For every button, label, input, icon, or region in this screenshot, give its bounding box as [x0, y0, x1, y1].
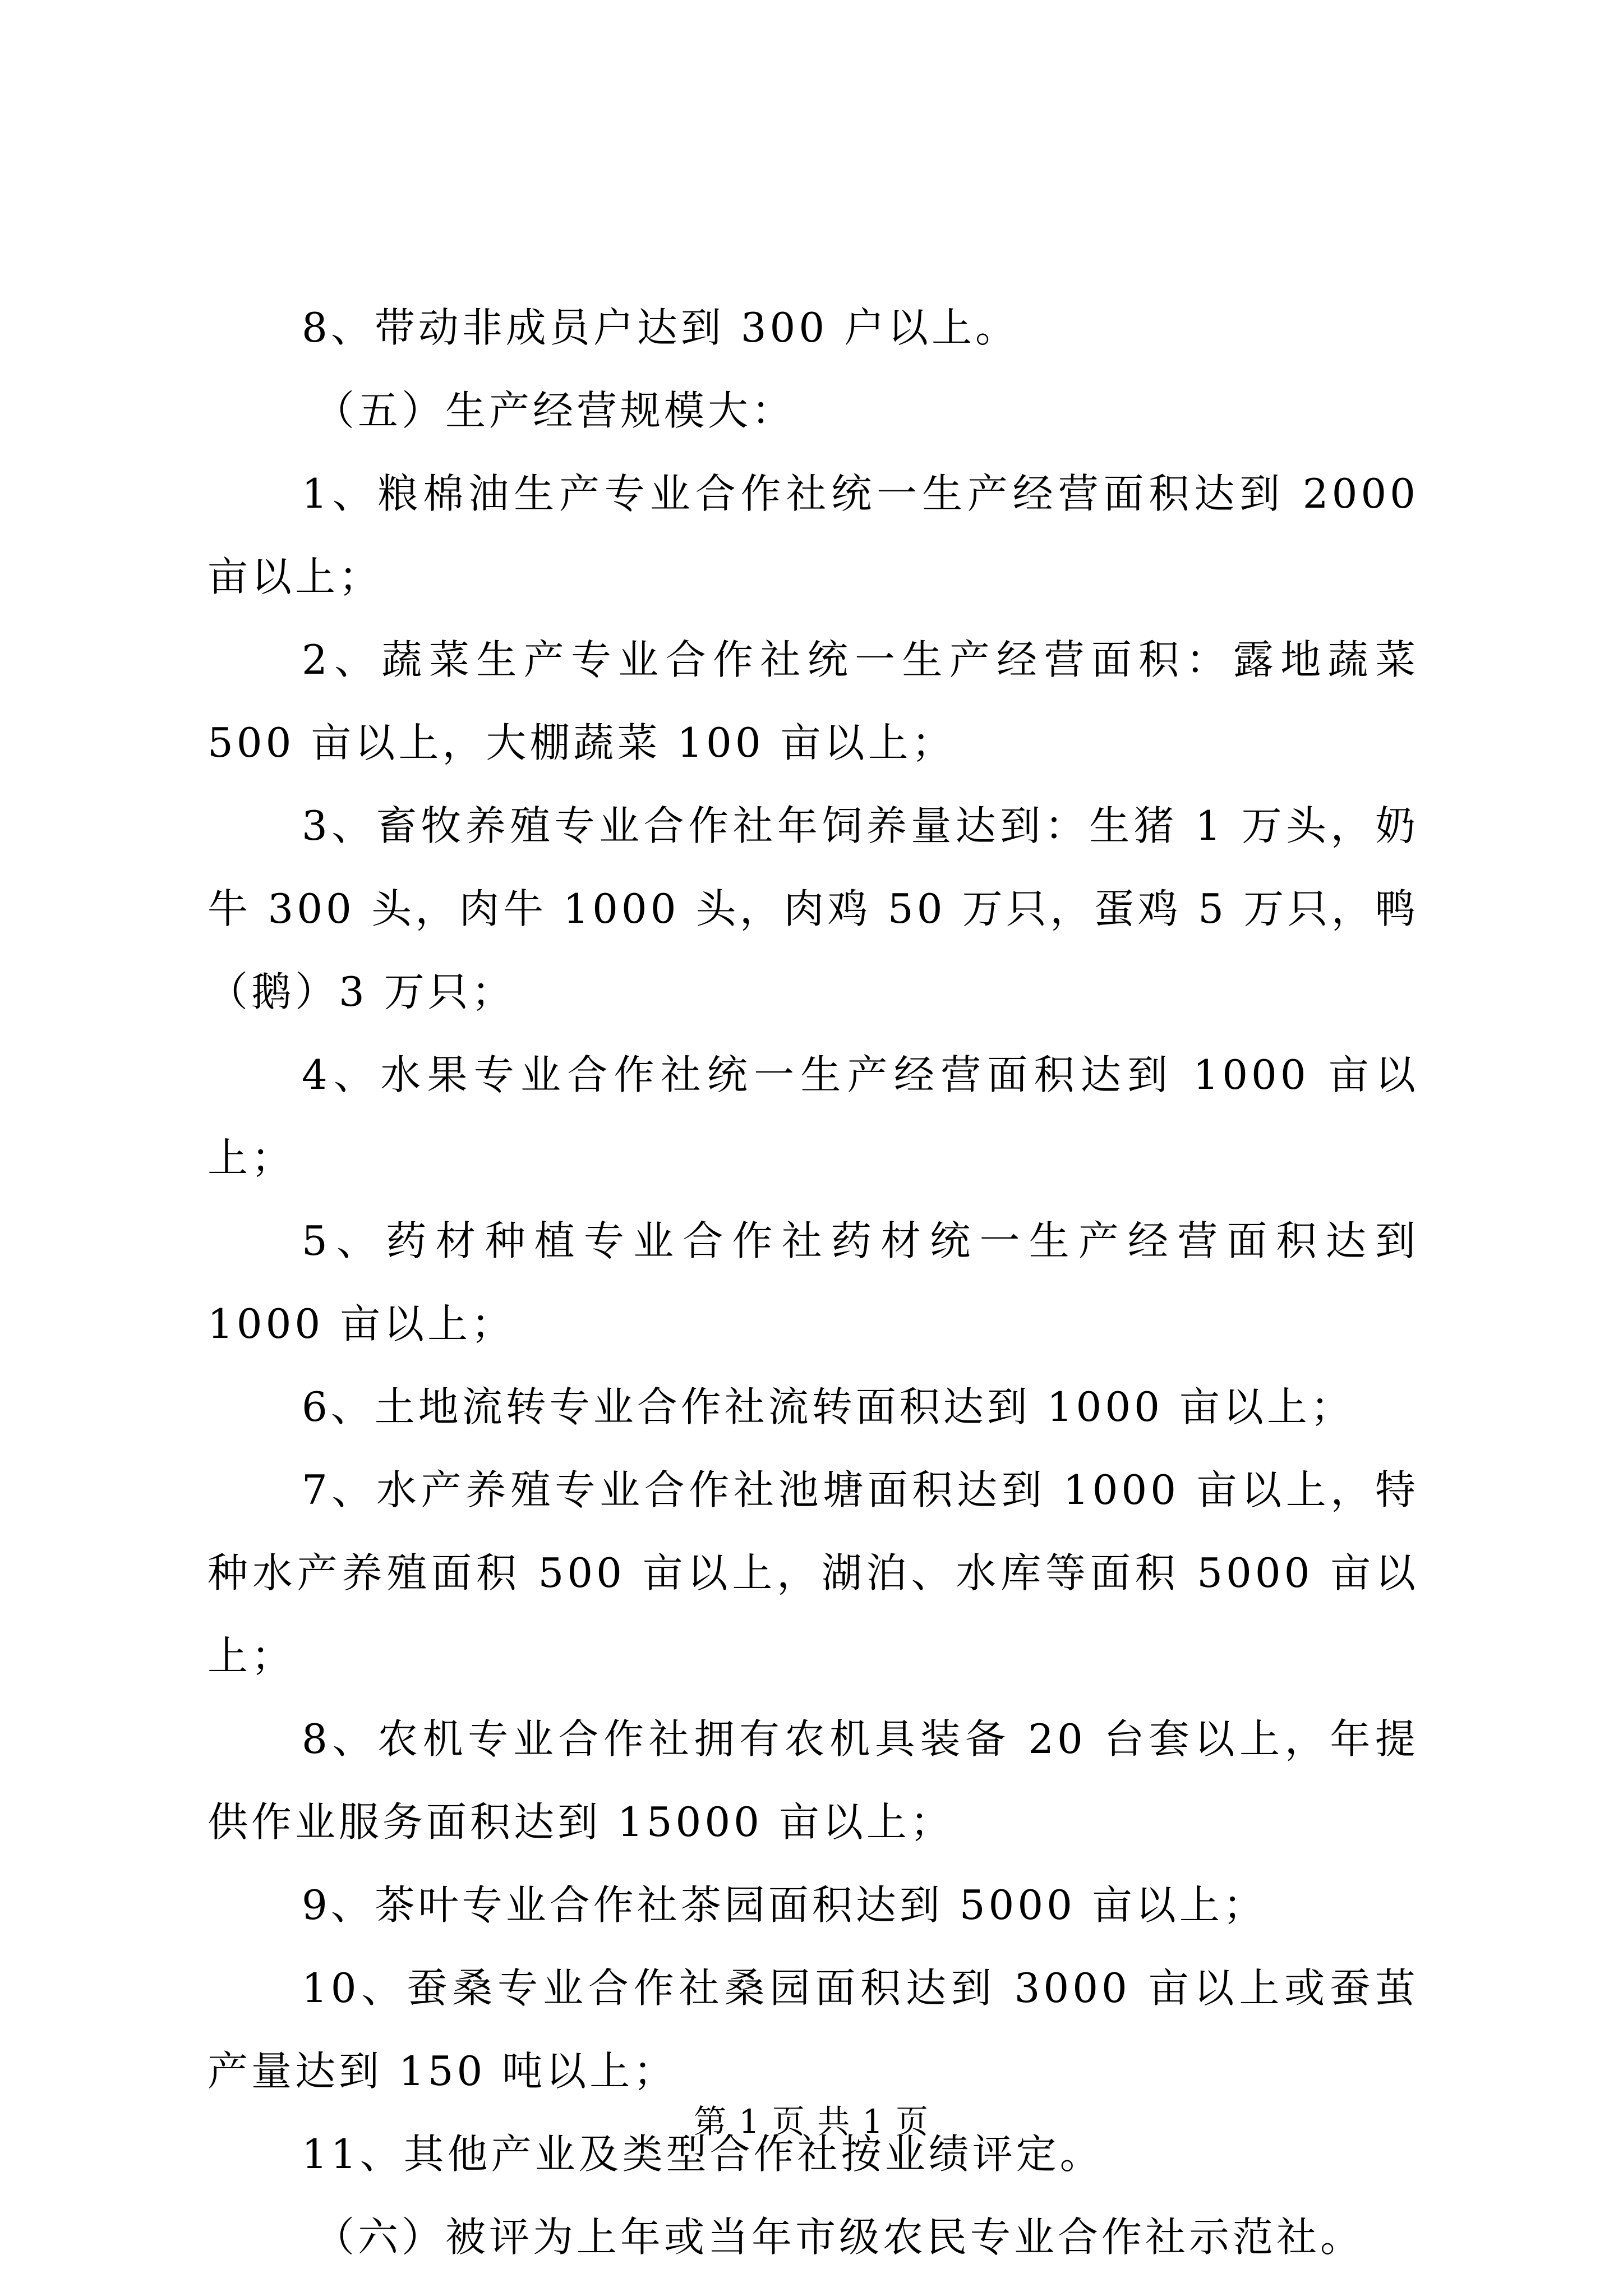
paragraph-item-7-aquaculture: 7、水产养殖专业合作社池塘面积达到 1000 亩以上，特种水产养殖面积 500 亩以上，湖泊、水库等面积 5000 亩以上；: [208, 1466, 1419, 1680]
document-body: [208, 286, 1419, 2279]
paragraph-item-10-sericulture: 10、蚕桑专业合作社桑园面积达到 3000 亩以上或蚕茧产量达到 150 吨以上；: [208, 1964, 1419, 2095]
page-number-footer: 第 1 页 共 1 页: [694, 2102, 929, 2141]
paragraph-item-4-fruit: 4、水果专业合作社统一生产经营面积达到 1000 亩以上；: [208, 1051, 1419, 1181]
paragraph-item-9-tea: 9、茶叶专业合作社茶园面积达到 5000 亩以上；: [302, 1881, 1267, 1929]
paragraph-item-11-other: 11、其他产业及类型合作社按业绩评定。: [302, 2131, 1104, 2178]
paragraph-item-3-livestock: 3、畜牧养殖专业合作社年饲养量达到：生猪 1 万头，奶牛 300 头，肉牛 1000 头，肉鸡 50 万只，蛋鸡 5 万只，鸭（鹅）3 万只；: [208, 802, 1419, 1015]
section-heading-demonstration-cooperative: （六）被评为上年或当年市级农民专业合作社示范社。: [314, 2214, 1364, 2261]
paragraph-item-1-grain-cotton-oil: 1、粮棉油生产专业合作社统一生产经营面积达到 2000 亩以上；: [208, 470, 1419, 600]
paragraph-item-8-non-member-households: 8、带动非成员户达到 300 户以上。: [302, 304, 1020, 351]
section-heading-production-scale: （五）生产经营规模大：: [314, 387, 796, 434]
paragraph-item-5-medicinal-herbs: 5、药材种植专业合作社药材统一生产经营面积达到 1000 亩以上；: [208, 1217, 1419, 1347]
paragraph-item-2-vegetables: 2、蔬菜生产专业合作社统一生产经营面积：露地蔬菜 500 亩以上，大棚蔬菜 100 亩以上；: [208, 636, 1419, 766]
paragraph-item-6-land-transfer: 6、土地流转专业合作社流转面积达到 1000 亩以上；: [302, 1383, 1354, 1430]
paragraph-item-8-agricultural-machinery: 8、农机专业合作社拥有农机具装备 20 台套以上，年提供作业服务面积达到 15000 亩以上；: [208, 1715, 1419, 1846]
